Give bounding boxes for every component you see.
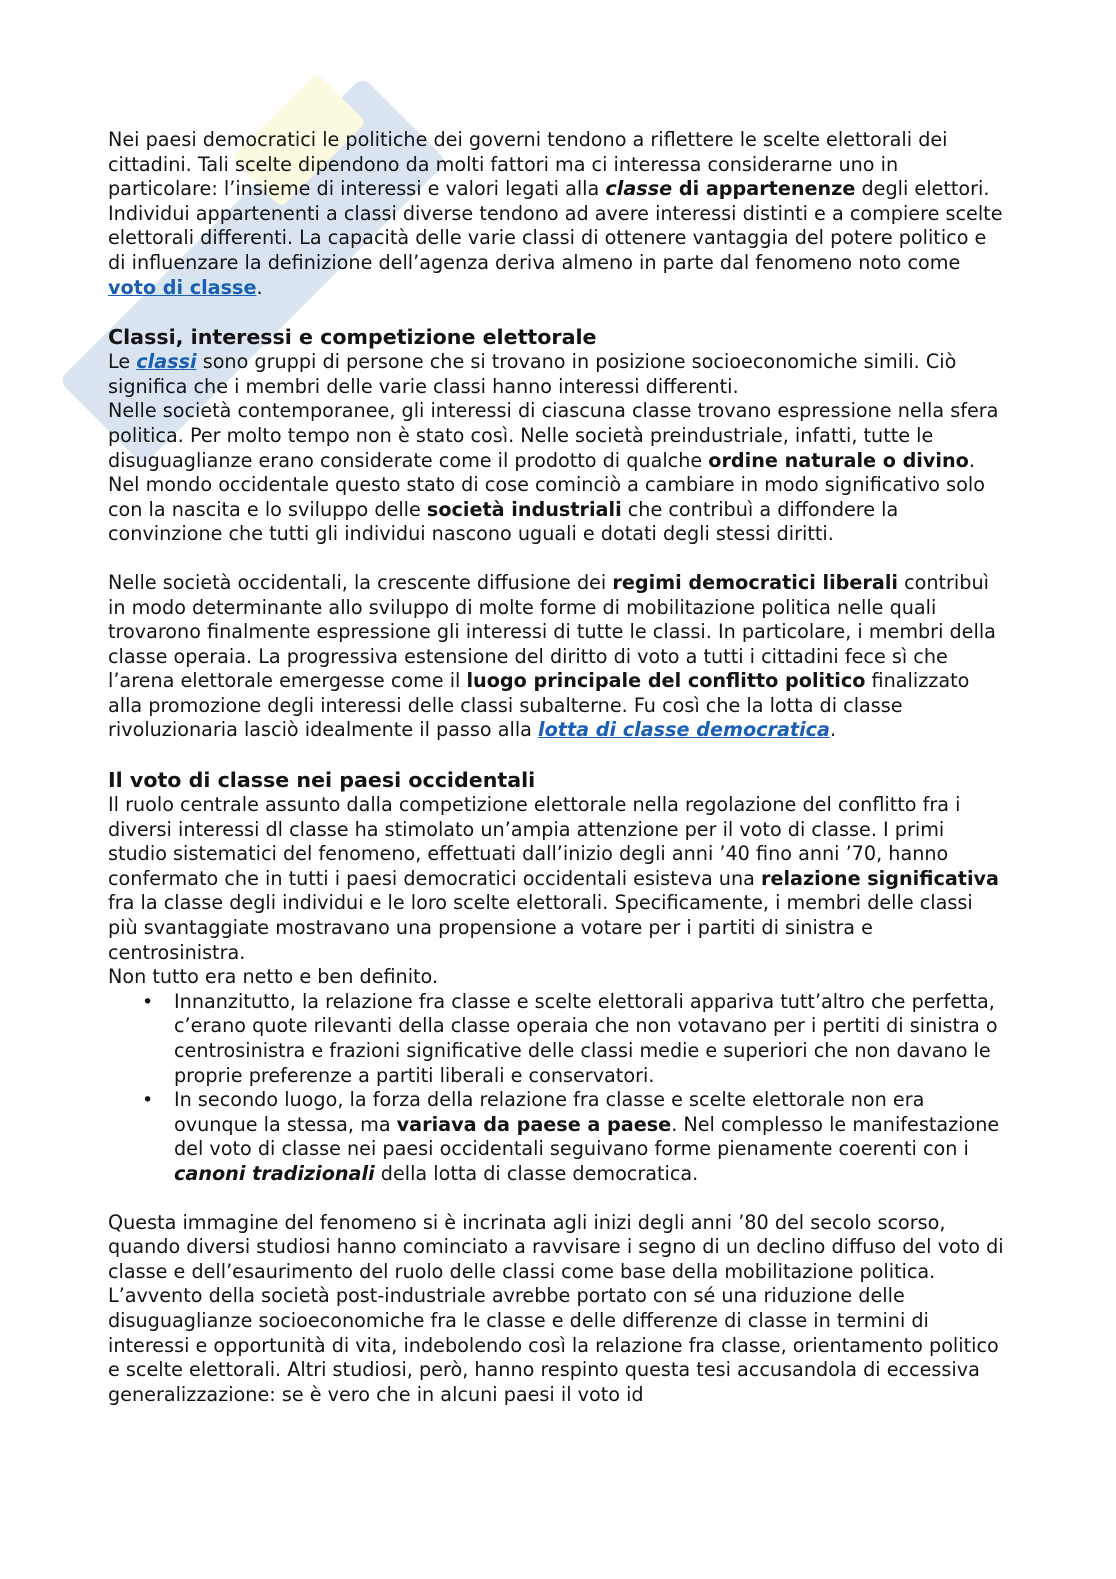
link-lotta-di-classe-democratica[interactable]: lotta di classe democratica xyxy=(538,718,830,742)
link-voto-di-classe[interactable]: voto di classe xyxy=(108,275,257,299)
document-page xyxy=(108,128,1008,1407)
bullet-list xyxy=(108,990,1008,1187)
link-classi[interactable]: classi xyxy=(136,350,197,374)
paragraph-non-tutto: Non tutto era netto e ben definito. xyxy=(108,965,439,989)
paragraph-intro: Nei paesi democratici le politiche dei governi tendono a riflettere le scelte elettorali dei cittadini. Tali scelte dipendono da molti fattori ma ci interessa considerarne uno in particolare: l’insieme di interessi e valori legati alla classe di appartenenze degli elettori. Individui appartenenti a classi diverse tendono ad avere interessi distinti e a compiere scelte elettorali differenti. La capacità delle varie classi di ottenere vantaggia del potere politico e di influenzare la definizione dell’agenza deriva almeno in parte dal fenomeno noto come voto di classe. xyxy=(108,128,1003,299)
emphasis-classe: classe xyxy=(605,177,673,201)
paragraph-societa-contemporanee: Nelle società contemporanee, gli interessi di ciascuna classe trovano espressione nella sfera politica. Per molto tempo non è stato così. Nelle società preindustriale, infatti, tutte le disuguaglianze erano considerate come il prodotto di qualche ordine naturale o divino. Nel mondo occidentale questo stato di cose cominciò a cambiare in modo significativo solo con la nascita e lo sviluppo delle società industriali che contribuì a diffondere la convinzione che tutti gli individui nascono uguali e dotati degli stessi diritti. xyxy=(108,399,999,546)
paragraph-classi: Le classi sono gruppi di persone che si trovano in posizione socioeconomiche simili. Ciò significa che i membri delle varie classi hanno interessi differenti. xyxy=(108,350,957,398)
paragraph-ruolo-centrale: Il ruolo centrale assunto dalla competizione elettorale nella regolazione del conflitto fra i diversi interessi dl classe ha stimolato un’ampia attenzione per il voto di classe. I primi studio sistematici del fenomeno, effettuati dall’inizio degli anni ’40 fino anni ’70, hanno confermato che in tutti i paesi democratici occidentali esisteva una relazione significativa fra la classe degli individui e le loro scelte elettorali. Specificamente, i membri delle classi più svantaggiate mostravano una propensione a votare per i partiti di sinistra e centrosinistra. xyxy=(108,793,999,964)
heading-voto-di-classe: Il voto di classe nei paesi occidentali xyxy=(108,768,536,793)
list-item: • Innanzitutto, la relazione fra classe e scelte elettorali appariva tutt’altro che perfetta, c’erano quote rilevanti della classe operaia che non votavano per i pertiti di sinistra o centrosinistra e frazioni significative delle classi medie e superiori che non davano le proprie preferenze a partiti liberali e conservatori. xyxy=(174,990,1008,1088)
paragraph-questa-immagine: Questa immagine del fenomeno si è incrinata agli inizi degli anni ’80 del secolo scorso, quando diversi studiosi hanno cominciato a ravvisare i segno di un declino diffuso del voto di classe e dell’esaurimento del ruolo delle classi come base della mobilitazione politica. L’avvento della società post-industriale avrebbe portato con sé una riduzione delle disuguaglianze socioeconomiche fra le classe e delle differenze di classe in termini di interessi e opportunità di vita, indebolendo così la relazione fra classe, orientamento politico e scelte elettorali. Altri studiosi, però, hanno respinto questa tesi accusandola di eccessiva generalizzazione: se è vero che in alcuni paesi il voto id xyxy=(108,1210,1004,1406)
paragraph-societa-occidentali: Nelle società occidentali, la crescente diffusione dei regimi democratici liberali contribuì in modo determinante allo sviluppo di molte forme di mobilitazione politica nelle quali trovarono finalmente espressione gli interessi di tutte le classi. In particolare, i membri della classe operaia. La progressiva estensione del diritto di voto a tutti i cittadini fece sì che l’arena elettorale emergesse come il luogo principale del conflitto politico finalizzato alla promozione degli interessi delle classi subalterne. Fu così che la lotta di classe rivoluzionaria lasciò idealmente il passo alla lotta di classe democratica. xyxy=(108,570,996,742)
heading-classi-interessi: Classi, interessi e competizione elettorale xyxy=(108,325,597,350)
list-item: • In secondo luogo, la forza della relazione fra classe e scelte elettorale non era ovunque la stessa, ma variava da paese a paese. Nel complesso le manifestazione del voto di classe nei paesi occidentali seguivano forme pienamente coerenti con i canoni tradizionali della lotta di classe democratica. xyxy=(174,1088,1008,1186)
